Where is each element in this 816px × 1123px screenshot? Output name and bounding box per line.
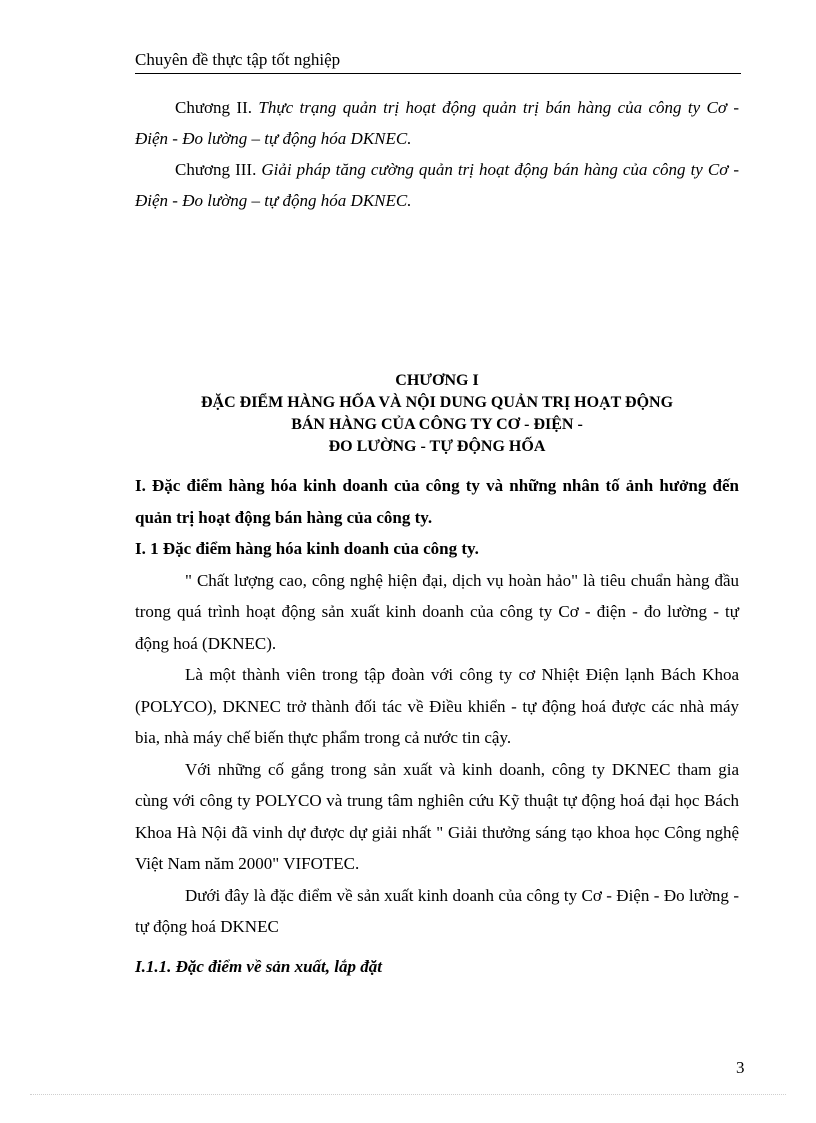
outline-item-chapter-3: [135, 154, 739, 216]
paragraph: Với những cố gắng trong sản xuất và kinh doanh, công ty DKNEC tham gia cùng với công ty POLYCO và trung tâm nghiên cứu Kỹ thuật tự động hoá đại học Bách Khoa Hà Nội đã vinh dự được dự giải nhất " Giải thưởng sáng tạo khoa học Công nghệ Việt Nam năm 2000" VIFOTEC.: [135, 759, 739, 873]
outline-text: Giải pháp tăng cường quản trị hoạt động bán hàng của công ty Cơ - Điện - Đo lường – tự động hóa DKNEC.: [135, 160, 739, 210]
chapter-title-line: BÁN HÀNG CỦA CÔNG TY CƠ - ĐIỆN -: [291, 416, 583, 433]
paragraph: " Chất lượng cao, công nghệ hiện đại, dịch vụ hoàn hảo" là tiêu chuẩn hàng đầu trong quá trình hoạt động sản xuất kinh doanh của công ty Cơ - điện - đo lường - tự động hoá (DKNEC).: [135, 570, 739, 653]
chapter-heading: [135, 370, 739, 458]
page-bottom-divider: [30, 1094, 786, 1095]
outline-item-chapter-2: [135, 92, 739, 154]
section-body: [135, 470, 739, 982]
outline-lead: Chương III.: [175, 160, 262, 179]
page-number: 3: [736, 1058, 745, 1077]
outline-text: Thực trạng quản trị hoạt động quản trị bán hàng của công ty Cơ - Điện - Đo lường – tự động hóa DKNEC.: [135, 98, 740, 148]
chapter-title-line: ĐO LƯỜNG - TỰ ĐỘNG HỐA: [328, 438, 546, 455]
chapter-number: CHƯƠNG I: [395, 372, 479, 389]
outline-lead: Chương II.: [175, 98, 259, 117]
paragraph: Dưới đây là đặc điểm về sản xuất kinh doanh của công ty Cơ - Điện - Đo lường - tự động hoá DKNEC: [135, 885, 739, 936]
chapter-outline: [135, 92, 739, 216]
page-header: [135, 48, 741, 74]
subsection-heading: I. 1 Đặc điểm hàng hóa kinh doanh của công ty.: [135, 539, 479, 558]
section-heading: I. Đặc điểm hàng hóa kinh doanh của công ty và những nhân tố ảnh hưởng đến quản trị hoạt động bán hàng của công ty.: [135, 476, 739, 527]
chapter-title-line: ĐẶC ĐIỂM HÀNG HỐA VÀ NỘI DUNG QUẢN TRỊ HOẠT ĐỘNG: [200, 394, 674, 411]
paragraph: Là một thành viên trong tập đoàn với công ty cơ Nhiệt Điện lạnh Bách Khoa (POLYCO), DKNEC trở thành đối tác về Điều khiển - tự động hoá được các nhà máy bia, nhà máy chế biến thực phẩm trong cả nước tin cậy.: [135, 665, 739, 747]
header-title: Chuyên đề thực tập tốt nghiệp: [135, 50, 341, 69]
subsubsection-heading: I.1.1. Đặc điểm về sản xuất, lắp đặt: [135, 956, 382, 976]
